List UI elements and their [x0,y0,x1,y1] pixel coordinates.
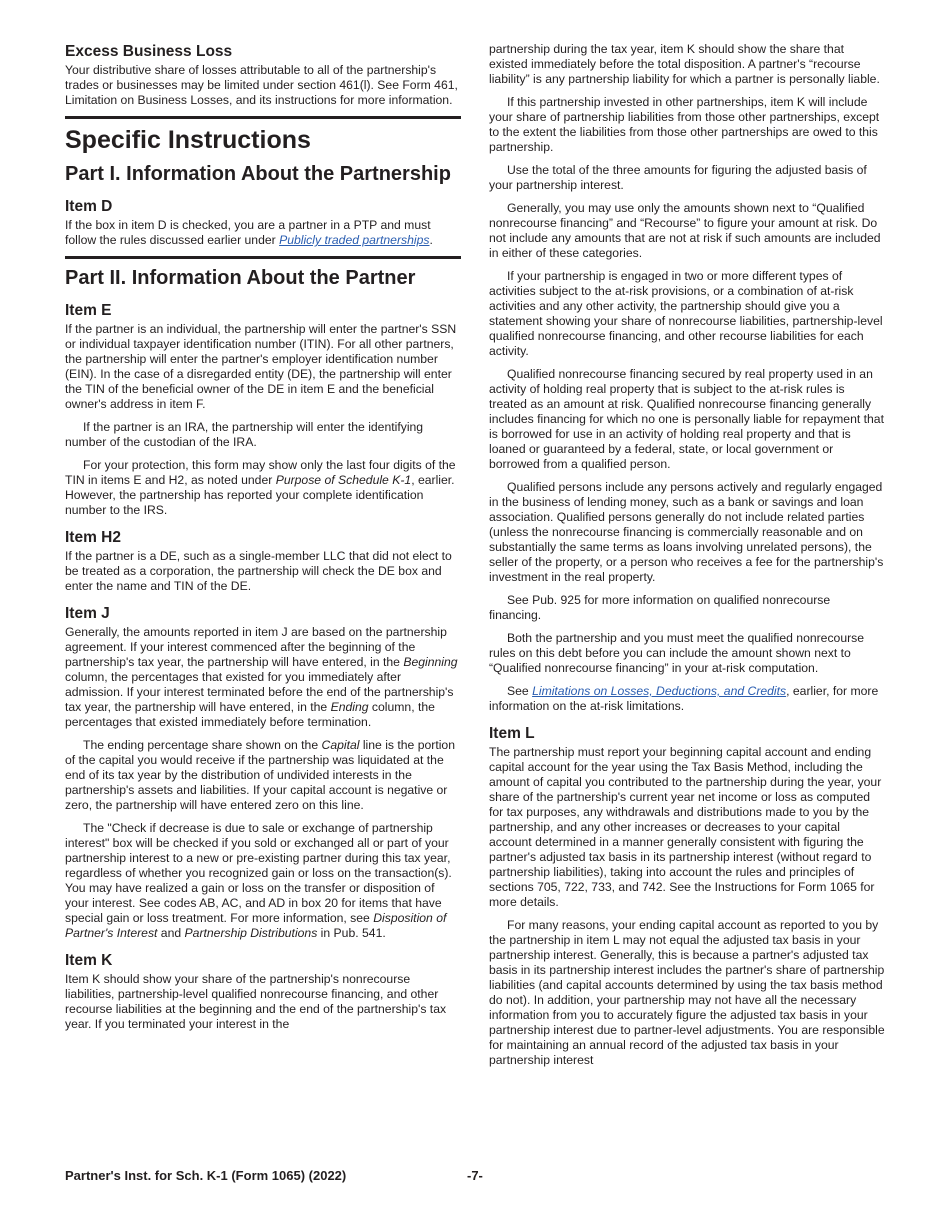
item-k-paragraph: Use the total of the three amounts for figuring the adjusted basis of your partnership interest. [489,163,867,192]
publicly-traded-partnerships-link[interactable]: Publicly traded partnerships [279,233,430,247]
item-l-paragraph: The partnership must report your beginning capital account and ending capital account for the year using the Tax Basis Method, including the amount of capital you contributed to the partnership during the year, your share of the partnership's current year net income or loss as computed for tax purposes, any withdrawals and distributions made to you by the partnership, and any other increases or decreases to your capital account determined in a manner generally consistent with figuring the partner's adjusted tax basis in its partnership interest (without regard to partnership liabilities), taking into account the rules and principles of sections 705, 722, 733, and 742. See the Instructions for Form 1065 for more details. [489,745,882,909]
item-l-paragraph: For many reasons, your ending capital account as reported to you by the partnership in item L may not equal the adjusted tax basis in your partnership interest. Generally, this is because a partner's adjusted tax basis in its partnership interest includes the partner's share of partnership liabilities (and capital accounts determined by using the tax basis method do not). In addition, your partnership may not have all the necessary information from you to accurately figure the adjusted tax basis in your partnership interest due to partner-level adjustments. You are responsible for maintaining an annual record of the adjusted tax basis in your partnership interest [489,918,885,1067]
page-number: -7- [467,1168,483,1183]
item-d-text: If the box in item D is checked, you are a partner in a PTP and must follow the rules discussed earlier under Publicly traded partnerships. [65,218,433,247]
item-j-paragraph: The ending percentage share shown on the Capital line is the portion of the capital you would receive if the partnership was liquidated at the end of its tax year by the distribution of undivided interests in the partnership's assets and liabilities. If your capital account is negative or zero, the partnership will have entered zero on this line. [65,738,455,812]
item-k-paragraph: If this partnership invested in other partnerships, item K will include your share of partnership liabilities from those other partnerships, except to the extent the liabilities from those other partnerships are owed to this partnership. [489,95,880,154]
item-k-paragraph: See Limitations on Losses, Deductions, and Credits, earlier, for more information on the at-risk limitations. [489,684,879,713]
item-k-paragraph: partnership during the tax year, item K should show the share that existed immediately before the total disposition. A partner's “recourse liability” is any partnership liability for which a partner is personally liable. [489,42,880,86]
item-k-paragraph: If your partnership is engaged in two or more different types of activities subject to the at-risk provisions, or a combination of at-risk activities and any other activity, the partnership should give you a statement showing your share of nonrecourse liabilities, partnership-level qualified nonrecourse financing, and other recourse liabilities for each activity. [489,269,883,358]
footer-title: Partner's Inst. for Sch. K-1 (Form 1065) (2022) [65,1168,347,1183]
left-column [65,42,461,1040]
item-k-paragraph: Both the partnership and you must meet the qualified nonrecourse rules on this debt before you can include the amount shown next to “Qualified nonrecourse financing” in your at-risk computation. [489,631,865,675]
item-k-paragraph: Qualified nonrecourse financing secured by real property used in an activity of holding real property that is subject to the at-risk rules is treated as an amount at risk. Qualified nonrecourse financing generally includes financing for which no one is personally liable for repayment that is borrowed for use in an activity of holding real property and that is loaned or guaranteed by a federal, state, or local government or borrowed from a qualified person. [489,367,884,471]
item-d-heading: Item D [65,198,113,215]
item-j-paragraph: Generally, the amounts reported in item J are based on the partnership agreement. If your interest commenced after the beginning of the partnership's tax year, the partnership will have entered, in the Beginning column, the percentages that existed for you immediately after admission. If your interest terminated before the end of the partnership's tax year, the partnership will have entered, in the Ending column, the percentages that existed immediately before termination. [65,625,458,729]
item-k-heading: Item K [65,952,113,969]
right-column [489,42,885,1076]
item-h2-paragraph: If the partner is a DE, such as a single-member LLC that did not elect to be treated as a corporation, the partnership will check the DE box and enter the name and TIN of the DE. [65,549,452,593]
item-k-paragraph: Generally, you may use only the amounts shown next to “Qualified nonrecourse financing” and “Recourse” to figure your amount at risk. Do not include any amounts that are not at risk if such amounts are included in either of these categories. [489,201,881,260]
item-j-paragraph: The "Check if decrease is due to sale or exchange of partnership interest" box will be checked if you sold or exchanged all or part of your partnership interest to a new or pre-existing partner during this tax year, regardless of whether you recognized gain or loss on the transaction(s). You may have realized a gain or loss on the transfer or disposition of your interest. See codes AB, AC, and AD in box 20 for items that have special gain or loss treatment. For more information, see Disposition of Partner's Interest and Partnership Distributions in Pub. 541. [65,821,452,940]
item-h2-heading: Item H2 [65,529,121,546]
item-e-heading: Item E [65,302,112,319]
item-j-heading: Item J [65,605,110,622]
limitations-on-losses-link[interactable]: Limitations on Losses, Deductions, and Credits [532,684,787,698]
item-e-paragraph: If the partner is an IRA, the partnership will enter the identifying number of the custodian of the IRA. [65,420,424,449]
item-e-paragraph: If the partner is an individual, the partnership will enter the partner's SSN or individual taxpayer identification number (ITIN). For all other partners, the partnership will enter the partner's employer identification number (EIN). In the case of a disregarded entity (DE), the partnership will enter the TIN of the beneficial owner of the DE in item E and the beneficial owner's address in item F. [65,322,457,411]
excess-business-loss-text: Your distributive share of losses attributable to all of the partnership's trades or businesses may be limited under section 461(l). See Form 461, Limitation on Business Losses, and its instructions for more information. [65,63,458,107]
item-k-paragraph: Qualified persons include any persons actively and regularly engaged in the business of lending money, such as a bank or savings and loan association. Qualified persons generally do not include related parties (unless the nonrecourse financing is commercially reasonable and on substantially the same terms as loans involving unrelated persons), the seller of the property, or a person who receives a fee for the partnership's investment in the real property. [489,480,884,584]
part2-heading: Part II. Information About the Partner [65,256,461,291]
excess-business-loss-heading: Excess Business Loss [65,43,233,60]
specific-instructions-heading: Specific Instructions [65,116,461,155]
item-e-paragraph: For your protection, this form may show only the last four digits of the TIN in items E and H2, as noted under Purpose of Schedule K-1, earlier. However, the partnership has reported your complete identification number to the IRS. [65,458,456,517]
item-k-paragraph: See Pub. 925 for more information on qualified nonrecourse financing. [489,593,831,622]
part1-heading: Part I. Information About the Partnership [65,163,451,185]
item-k-paragraph: Item K should show your share of the partnership's nonrecourse liabilities, partnership-level qualified nonrecourse financing, and other recourse liabilities at the beginning and the end of the partnership's tax year. If you terminated your interest in the [65,972,447,1031]
item-l-heading: Item L [489,725,535,742]
